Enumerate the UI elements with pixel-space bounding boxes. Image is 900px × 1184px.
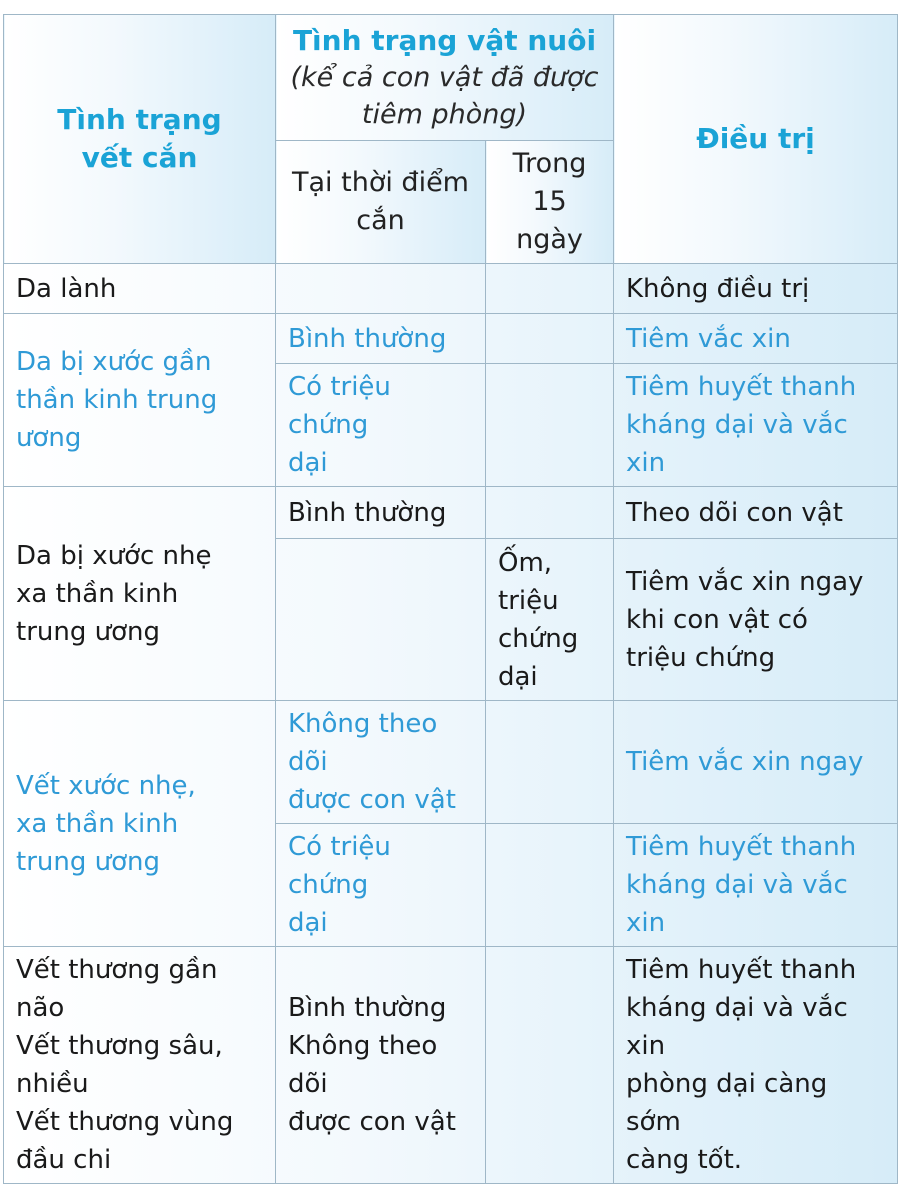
treatment-cell: Tiêm vắc xin xyxy=(614,314,898,364)
status-line: được con vật xyxy=(288,1107,456,1137)
treatment-cell: Tiêm vắc xin ngay xyxy=(614,701,898,824)
status-line: dại xyxy=(288,448,328,478)
header-animal-status xyxy=(276,15,614,141)
treatment-cell: Không điều trị xyxy=(614,264,898,314)
header-at-bite-time xyxy=(276,141,486,264)
status-cell xyxy=(276,539,486,701)
status-cell xyxy=(276,701,486,824)
treatment-line: Tiêm vắc xin ngay xyxy=(626,566,864,597)
header-animal-note-2: tiêm phòng) xyxy=(361,99,528,130)
wound-line: trung ương xyxy=(16,616,160,647)
treatment-line: kháng dại và vắc xin xyxy=(626,870,848,938)
status-cell xyxy=(276,947,486,1184)
wound-line: Vết xước nhẹ, xyxy=(16,770,196,801)
within-line: Ốm, xyxy=(498,547,553,578)
header-within-line-1: Trong xyxy=(512,148,587,179)
wound-line: đầu chi xyxy=(16,1145,112,1175)
wound-cell xyxy=(4,701,276,947)
treatment-line: kháng dại và vắc xin xyxy=(626,410,848,478)
table-row xyxy=(4,487,898,539)
status-line: Bình thường xyxy=(288,993,447,1023)
within-cell xyxy=(486,364,614,487)
wound-line: xa thần kinh xyxy=(16,808,179,839)
within-cell xyxy=(486,539,614,701)
header-at-bite-line-1: Tại thời điểm xyxy=(292,167,469,198)
rabies-treatment-table xyxy=(3,14,898,1184)
header-wound-status xyxy=(4,15,276,264)
table-row xyxy=(4,947,898,1184)
status-cell: Bình thường xyxy=(276,314,486,364)
treatment-cell xyxy=(614,824,898,947)
wound-line: Da bị xước gần xyxy=(16,347,212,377)
within-cell xyxy=(486,314,614,364)
status-line: Có triệu chứng xyxy=(288,372,391,440)
header-within-line-2: 15 ngày xyxy=(516,186,583,255)
wound-cell xyxy=(4,487,276,701)
status-cell xyxy=(276,364,486,487)
status-cell: Bình thường xyxy=(276,487,486,539)
treatment-line: phòng dại càng sớm xyxy=(626,1069,828,1137)
header-within-15-days xyxy=(486,141,614,264)
header-wound-line-2: vết cắn xyxy=(81,141,198,174)
wound-cell: Da lành xyxy=(4,264,276,314)
within-line: dại xyxy=(498,661,538,692)
header-at-bite-line-2: cắn xyxy=(356,205,405,236)
wound-line: Vết thương vùng xyxy=(16,1107,234,1137)
wound-line: Vết thương sâu, xyxy=(16,1031,223,1061)
treatment-line: Tiêm huyết thanh xyxy=(626,832,857,862)
table-row xyxy=(4,264,898,314)
wound-cell xyxy=(4,947,276,1184)
status-line: Không theo dõi xyxy=(288,709,438,777)
treatment-cell xyxy=(614,364,898,487)
within-cell xyxy=(486,824,614,947)
treatment-line: Tiêm huyết thanh xyxy=(626,955,857,985)
status-line: được con vật xyxy=(288,785,456,815)
wound-cell xyxy=(4,314,276,487)
within-cell xyxy=(486,487,614,539)
within-line: triệu xyxy=(498,585,559,616)
header-animal-title: Tình trạng vật nuôi xyxy=(292,24,597,57)
within-line: chứng xyxy=(498,623,579,654)
wound-line: nhiều xyxy=(16,1069,89,1099)
within-cell xyxy=(486,947,614,1184)
header-treatment: Điều trị xyxy=(614,15,898,264)
within-cell xyxy=(486,264,614,314)
treatment-line: Tiêm huyết thanh xyxy=(626,372,857,402)
treatment-line: triệu chứng xyxy=(626,642,776,673)
status-line: dại xyxy=(288,908,328,938)
treatment-line: khi con vật có xyxy=(626,604,808,635)
wound-line: trung ương xyxy=(16,846,160,877)
table-row xyxy=(4,701,898,824)
status-line: Có triệu chứng xyxy=(288,832,391,900)
wound-line: Vết thương gần não xyxy=(16,955,218,1023)
status-cell xyxy=(276,264,486,314)
wound-line: Da bị xước nhẹ xyxy=(16,540,212,571)
treatment-line: kháng dại và vắc xin xyxy=(626,993,848,1061)
table-row xyxy=(4,314,898,364)
wound-line: thần kinh trung ương xyxy=(16,385,218,453)
treatment-cell: Theo dõi con vật xyxy=(614,487,898,539)
status-line: Không theo dõi xyxy=(288,1031,438,1099)
treatment-cell xyxy=(614,947,898,1184)
wound-line: xa thần kinh xyxy=(16,578,179,609)
header-wound-line-1: Tình trạng xyxy=(57,103,222,136)
within-cell xyxy=(486,701,614,824)
treatment-cell xyxy=(614,539,898,701)
status-cell xyxy=(276,824,486,947)
treatment-line: càng tốt. xyxy=(626,1145,743,1175)
header-animal-note-1: (kể cả con vật đã được xyxy=(290,62,599,93)
